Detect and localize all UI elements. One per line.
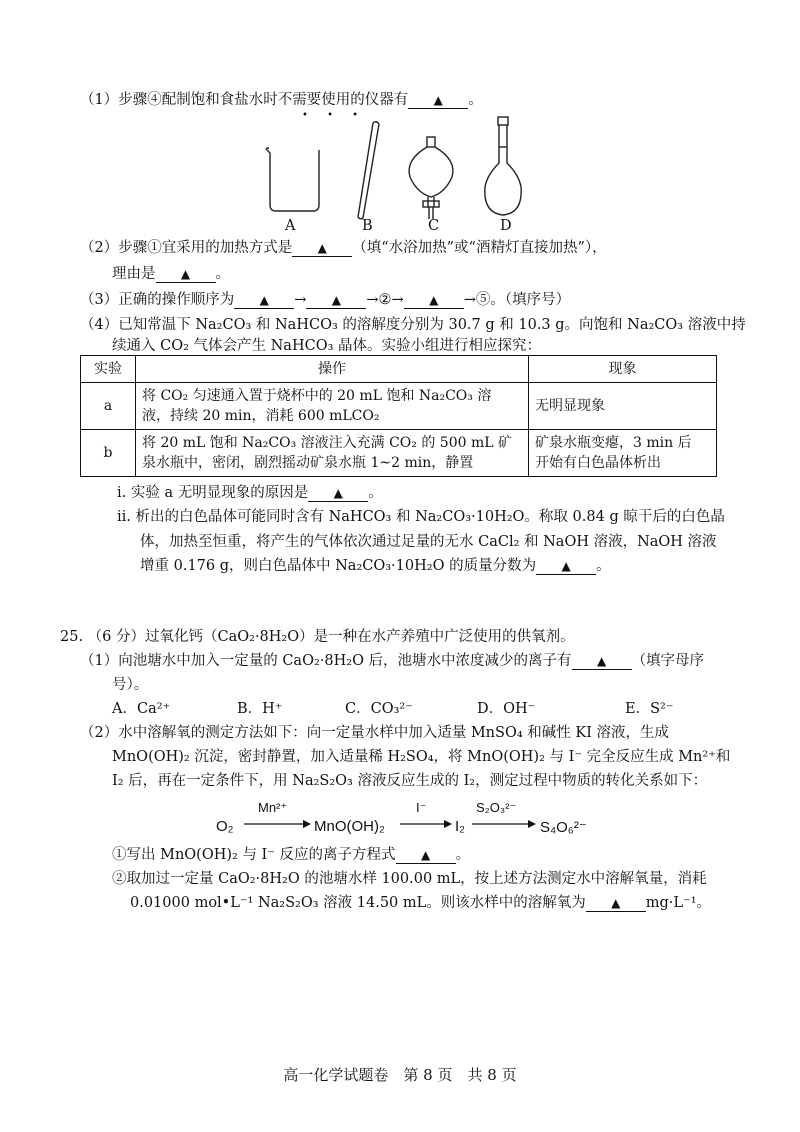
- q24-part1-end: 。: [468, 92, 483, 108]
- answer-blank: ▲: [396, 847, 456, 864]
- table-cell: [136, 430, 529, 477]
- table-cell: [136, 383, 529, 430]
- sub-ii-text: 增重 0.176 g，则白色晶体中 Na₂CO₃·10H₂O 的质量分数为: [140, 558, 537, 574]
- glass-rod-icon: [358, 122, 379, 219]
- answer-blank: ▲: [408, 92, 468, 109]
- q25-sub-b-line1: ②取加过一定量 CaO₂·8H₂O 的池塘水样 100.00 mL，按上述方法测定水中溶解氧量，消耗: [112, 871, 707, 887]
- sub-i-text: i. 实验 a 无明显现象的原因是: [117, 485, 309, 501]
- cell-line: 液，持续 20 min，消耗 600 mLCO₂: [142, 408, 380, 424]
- mnooh-label: MnO(OH)₂: [314, 818, 385, 835]
- sequence-mid: →②→: [366, 292, 404, 308]
- separatory-funnel-icon: [409, 137, 453, 219]
- q24-sub-i: [117, 483, 383, 503]
- cell-line: 无明显现象: [535, 398, 605, 414]
- table-header-row: [81, 356, 717, 383]
- sub-b-unit: mg·L⁻¹。: [645, 895, 712, 911]
- i2-label: I₂: [455, 818, 465, 835]
- answer-blank: ▲: [536, 558, 596, 575]
- cell-line: 将 CO₂ 匀速通入置于烧杯中的 20 mL 饱和 Na₂CO₃ 溶: [142, 388, 492, 404]
- q24-part2-hint: （填“水浴加热”或“酒精灯直接加热”），: [352, 240, 607, 256]
- row-label: b: [81, 430, 136, 477]
- q25-part1-line2: 号）。: [112, 677, 149, 693]
- tetrathionate-label: S₄O₆²⁻: [540, 819, 587, 836]
- q25-part1-hint: （填字母序: [631, 653, 705, 669]
- q24-part4-line1: （4）已知常温下 Na₂CO₃ 和 NaHCO₃ 的溶解度分别为 30.7 g 和 10.3 g。向饱和 Na₂CO₃ 溶液中持: [80, 317, 746, 333]
- answer-blank: ▲: [404, 292, 464, 309]
- q24-part2-line2: [112, 264, 230, 284]
- q24-part2-text: （2）步骤①宜采用的加热方式是: [80, 240, 293, 256]
- volumetric-flask-icon: [485, 117, 521, 215]
- emphasis-dots: • • •: [302, 110, 367, 121]
- column-header: 操作: [136, 356, 529, 383]
- q24-sub-ii-line1: ii. 析出的白色晶体可能同时含有 NaHCO₃ 和 Na₂CO₃·10H₂O。称取 0.84 g 晾干后的白色晶: [117, 509, 725, 525]
- q24-part2-reason: 理由是: [112, 266, 156, 282]
- q24-part4-line2: 续通入 CO₂ 气体会产生 NaHCO₃ 晶体。实验小组进行相应探究：: [112, 338, 542, 354]
- table-row: [81, 430, 717, 477]
- row-label: a: [81, 383, 136, 430]
- q24-part2-end: 。: [215, 266, 230, 282]
- column-header: 实验: [81, 356, 136, 383]
- answer-blank: ▲: [234, 292, 294, 309]
- q25-part2-line3: I₂ 后，再在一定条件下，用 Na₂S₂O₃ 溶液反应生成的 I₂，测定过程中物质的转化关系如下：: [112, 773, 708, 789]
- option-a: A．Ca²⁺: [112, 701, 171, 717]
- beaker-icon: [266, 148, 319, 211]
- answer-blank: ▲: [306, 292, 366, 309]
- label-c: C: [428, 218, 440, 234]
- column-header: 现象: [529, 356, 717, 383]
- option-e: E．S²⁻: [625, 701, 674, 717]
- label-d: D: [500, 218, 512, 234]
- q25-part1-text: （1）向池塘水中加入一定量的 CaO₂·8H₂O 后，池塘水中浓度减少的离子有: [80, 653, 572, 669]
- q24-part2-line1: [80, 238, 607, 258]
- answer-blank: ▲: [156, 266, 216, 283]
- label-a: A: [285, 218, 296, 234]
- sub-ii-end: 。: [596, 558, 611, 574]
- label-b: B: [362, 218, 373, 234]
- q25-part2-line2: MnO(OH)₂ 沉淀，密封静置，加入适量稀 H₂SO₄，将 MnO(OH)₂ 与 I⁻ 完全反应生成 Mn²⁺和: [112, 749, 731, 765]
- q24-sub-ii-line2: 体，加热至恒重，将产生的气体依次通过足量的无水 CaCl₂ 和 NaOH 溶液，NaOH 溶液: [140, 534, 717, 550]
- table-row: [81, 383, 717, 430]
- answer-blank: ▲: [308, 485, 368, 502]
- q25-part1-line1: [80, 651, 704, 671]
- q25-title: 25. （6 分）过氧化钙（CaO₂·8H₂O）是一种在水产养殖中广泛使用的供氧剂。: [60, 629, 575, 645]
- q24-part1: [80, 90, 483, 110]
- option-b: B．H⁺: [237, 701, 283, 717]
- q24-sub-ii-line3: [140, 556, 611, 576]
- table-cell: [529, 430, 717, 477]
- o2-label: O₂: [216, 818, 234, 835]
- thiosulfate-label: S₂O₃²⁻: [476, 800, 517, 815]
- q25-sub-b-line2: [130, 893, 711, 913]
- q24-part1-text: （1）步骤④配制饱和食盐水时不需要使用的仪器有: [80, 92, 409, 108]
- q24-part3: [80, 290, 570, 310]
- cell-line: 矿泉水瓶变瘪，3 min 后: [535, 435, 692, 451]
- q24-part3-text: （3）正确的操作顺序为: [80, 292, 235, 308]
- arrow: →: [294, 292, 307, 308]
- sub-a-end: 。: [455, 847, 471, 863]
- answer-blank: ▲: [586, 895, 646, 912]
- table-cell: [529, 383, 717, 430]
- mn-label: Mn²⁺: [258, 800, 288, 815]
- sub-a-text: ①写出 MnO(OH)₂ 与 I⁻ 反应的离子方程式: [112, 847, 396, 863]
- option-c: C．CO₃²⁻: [345, 701, 413, 717]
- cell-line: 开始有白色晶体析出: [535, 455, 661, 471]
- experiment-table: [80, 355, 717, 477]
- option-d: D．OH⁻: [477, 701, 536, 717]
- cell-line: 泉水瓶中，密闭，剧烈摇动矿泉水瓶 1~2 min，静置: [142, 455, 474, 471]
- sub-b-text: 0.01000 mol•L⁻¹ Na₂S₂O₃ 溶液 14.50 mL。则该水样中的溶解氧为: [130, 895, 586, 911]
- page-footer: 高一化学试题卷 第 8 页 共 8 页: [283, 1066, 517, 1084]
- answer-blank: ▲: [572, 653, 632, 670]
- sub-i-end: 。: [368, 485, 383, 501]
- sequence-end: →⑤。（填序号）: [463, 292, 571, 308]
- q25-sub-a: [112, 845, 470, 865]
- answer-blank: ▲: [292, 240, 352, 257]
- cell-line: 将 20 mL 饱和 Na₂CO₃ 溶液注入充满 CO₂ 的 500 mL 矿: [142, 435, 512, 451]
- q25-part2-line1: （2）水中溶解氧的测定方法如下：向一定量水样中加入适量 MnSO₄ 和碱性 KI 溶液，生成: [80, 725, 670, 741]
- iodide-label: I⁻: [416, 800, 427, 815]
